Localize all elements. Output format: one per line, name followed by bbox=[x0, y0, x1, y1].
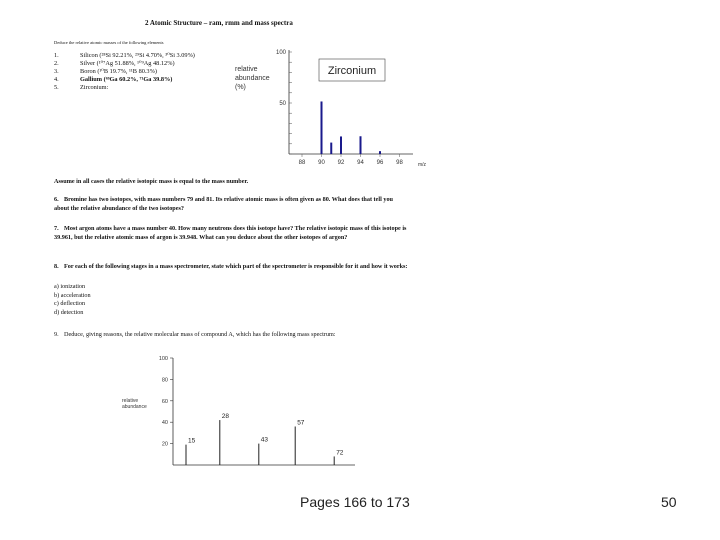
y-tick-label: 60 bbox=[161, 398, 168, 405]
element-item-number: 4. bbox=[54, 76, 59, 84]
x-tick-label: 94 bbox=[357, 160, 364, 166]
x-tick-label: 96 bbox=[376, 160, 384, 166]
question-8-parts bbox=[54, 283, 409, 317]
question-9-number: 9. bbox=[54, 331, 59, 338]
bar-value-label: 43 bbox=[260, 436, 269, 444]
y-tick-label: 20 bbox=[161, 441, 168, 448]
question-8-text: For each of the following stages in a mass spectrometer, state which part of the spectrometer is responsible for it and how it works: bbox=[64, 263, 408, 270]
question-8-part: a) ionization bbox=[54, 283, 86, 290]
footer-caption: Pages 166 to 173 bbox=[300, 494, 410, 510]
question-6 bbox=[54, 196, 409, 213]
y-tick-label: 80 bbox=[161, 377, 168, 384]
assumption-text: Assume in all cases the relative isotopic mass is equal to the mass number. bbox=[54, 178, 249, 185]
question-6-number: 6. bbox=[54, 196, 59, 203]
x-tick-label: 92 bbox=[337, 160, 345, 166]
question-7-text: Most argon atoms have a mass number 40. How many neutrons does this isotope have? The relative isotopic mass of this isotope is 39.961, but the relative atomic mass of argon is 39.948. What can you deduce about the other isotopes of argon? bbox=[54, 225, 407, 241]
element-item bbox=[54, 68, 195, 76]
y-axis-label: relative bbox=[122, 398, 139, 404]
question-8-number: 8. bbox=[54, 263, 59, 270]
question-6-text: Bromine has two isotopes, with mass numbers 79 and 81. Its relative atomic mass is often given as 80. What does that tell you about the relative abundance of the two isotopes? bbox=[54, 196, 393, 212]
bar-value-label: 15 bbox=[188, 437, 196, 445]
page-title: 2 Atomic Structure – ram, rmm and mass spectra bbox=[145, 19, 293, 27]
element-item bbox=[54, 76, 195, 84]
x-tick-label: 88 bbox=[298, 160, 306, 166]
intro-text: Deduce the relative atomic masses of the following elements bbox=[54, 40, 164, 45]
question-7-number: 7. bbox=[54, 225, 59, 232]
element-item-number: 5. bbox=[54, 84, 59, 92]
bar-value-label: 57 bbox=[297, 419, 305, 427]
element-item-text: Boron (¹⁰B 19.7%, ¹¹B 80.3%) bbox=[80, 68, 157, 76]
element-item-number: 3. bbox=[54, 68, 59, 76]
x-tick-label: 98 bbox=[396, 160, 403, 166]
element-item-text: Zirconium: bbox=[80, 84, 109, 92]
y-tick-label: 100 bbox=[275, 50, 286, 56]
element-item-number: 2. bbox=[54, 60, 59, 68]
y-axis-label: abundance bbox=[235, 75, 270, 82]
question-8-part: d) detection bbox=[54, 308, 84, 316]
question-9-text: Deduce, giving reasons, the relative molecular mass of compound A, which has the following mass spectrum: bbox=[64, 331, 336, 338]
y-axis-label: (%) bbox=[235, 84, 246, 91]
y-tick-label: 40 bbox=[161, 420, 168, 427]
element-item-text: Silicon (²⁸Si 92.21%, ²⁹Si 4.70%, ³⁰Si 3.09%) bbox=[80, 52, 195, 59]
slide-number: 50 bbox=[661, 494, 677, 510]
y-tick-label: 50 bbox=[279, 101, 286, 107]
question-7 bbox=[54, 225, 409, 242]
element-item-text: Silver (¹⁰⁷Ag 51.88%, ¹⁰⁹Ag 48.12%) bbox=[80, 60, 175, 68]
element-item bbox=[54, 60, 195, 68]
element-item bbox=[54, 52, 195, 60]
x-axis-label: m/z bbox=[418, 162, 427, 168]
y-axis-label: abundance bbox=[122, 404, 147, 410]
elements-list bbox=[54, 52, 195, 92]
bar-value-label: 28 bbox=[221, 413, 230, 421]
bar-value-label: 72 bbox=[336, 449, 344, 457]
y-axis-label: relative bbox=[235, 66, 258, 73]
element-item bbox=[54, 84, 195, 92]
zirconium-mass-spectrum bbox=[225, 42, 440, 177]
element-item-text: Gallium (⁶⁹Ga 60.2%, ⁷¹Ga 39.8%) bbox=[80, 76, 173, 84]
compound-a-mass-spectrum bbox=[115, 350, 365, 470]
question-8-part: c) deflection bbox=[54, 300, 86, 308]
y-tick-label: 100 bbox=[158, 356, 168, 362]
x-tick-label: 90 bbox=[318, 160, 325, 166]
element-item-number: 1. bbox=[54, 52, 59, 59]
question-8 bbox=[54, 263, 409, 272]
question-8-part: b) acceleration bbox=[54, 291, 91, 299]
chart-title: Zirconium bbox=[327, 65, 377, 77]
question-9 bbox=[54, 331, 409, 340]
